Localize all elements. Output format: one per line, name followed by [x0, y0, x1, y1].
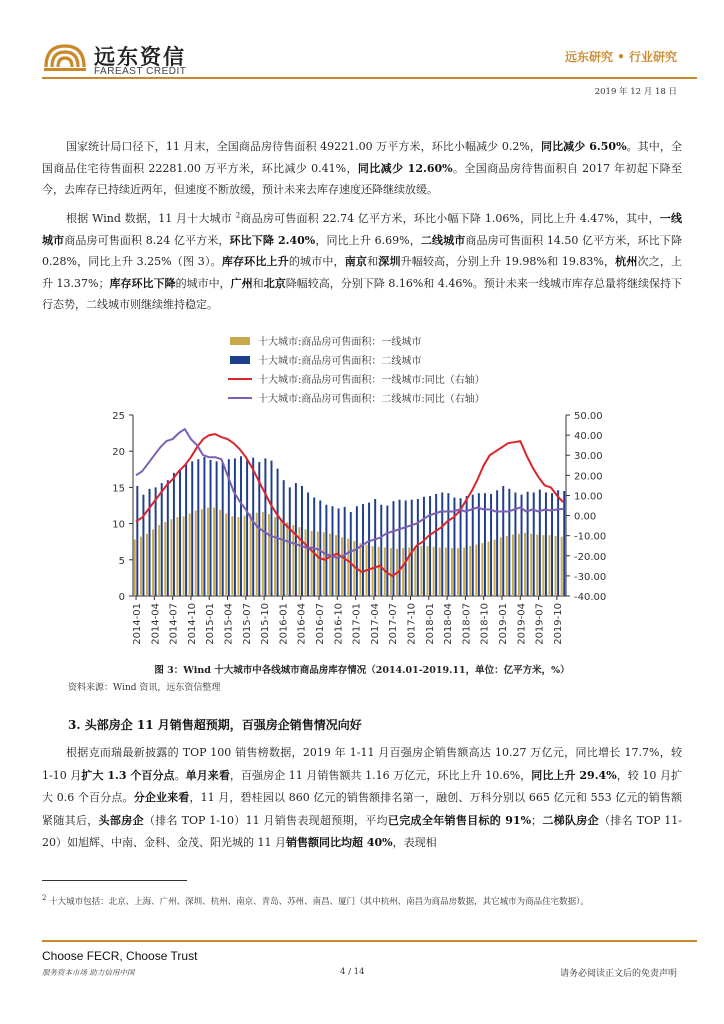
emphasis-text: 分企业来看 [133, 791, 190, 804]
bar-tier1 [146, 534, 148, 596]
text-run: ； [531, 813, 543, 827]
text-run: 降幅较高，分别下降 8.16%和 4.46%。预计未来一线城市库存总量将继续保持下行态势，二线城市则继续维持稳定。 [42, 276, 683, 311]
text-run: （排名 TOP 11-20）如旭辉、中南、金科、金茂、阳光城的 11 月 [42, 813, 683, 849]
bar-tier2 [246, 460, 248, 596]
bar-tier2 [435, 494, 437, 596]
bar-tier2 [557, 490, 559, 596]
text-run: 。全国商品房待售面积自 2017 年初起下降至今，去库存已持续近两年，但速度不断放缓，预计未来去库存速度还降继续放缓。 [42, 161, 682, 196]
bar-tier1 [439, 547, 441, 596]
x-tick-label: 2018-07 [461, 603, 473, 645]
bar-tier2 [344, 507, 346, 596]
bar-tier1 [201, 509, 203, 596]
bar-tier2 [460, 498, 462, 596]
bar-tier1 [268, 514, 270, 596]
line-tier1-yoy [136, 434, 563, 576]
text-run: （排名 TOP 1-10）11 月销售表现超预期，平均 [143, 813, 388, 827]
figure-caption: 图 3：Wind 十大城市中各线城市商品房库存情况（2014.01-2019.11，单位：亿平方米，%） [154, 665, 570, 676]
text-run: ，同比上升 6.69%， [315, 233, 421, 247]
legend-entry: 十大城市:商品房可售面积：一线城市:同比（右轴） [258, 375, 485, 386]
bar-tier1 [262, 512, 264, 596]
x-tick-label: 2016-10 [333, 603, 345, 645]
text-run: 次之，上升 13.37%； [42, 255, 683, 290]
legend-swatch [230, 356, 250, 364]
bar-tier2 [234, 458, 236, 596]
logo-chinese-name: 远东资信 [94, 45, 186, 69]
bar-tier2 [533, 492, 535, 596]
right-tick-label: -20.00 [574, 551, 607, 563]
bar-tier2 [417, 499, 419, 596]
x-tick-label: 2019-07 [534, 603, 546, 645]
bar-tier2 [508, 489, 510, 596]
bar-tier2 [338, 508, 340, 596]
legend-swatch [230, 337, 250, 345]
emphasis-text: 库存环比上升 [221, 255, 289, 268]
bar-tier2 [136, 486, 138, 596]
bar-tier2 [429, 496, 431, 596]
bar-tier1 [195, 511, 197, 596]
bar-tier1 [219, 510, 221, 596]
legend-entry: 十大城市:商品房可售面积：二线城市 [258, 356, 422, 367]
bar-tier1 [231, 516, 233, 596]
bar-tier2 [399, 500, 401, 596]
text-run: 。 [174, 768, 186, 782]
bar-tier1 [305, 529, 307, 596]
bar-tier1 [549, 535, 551, 596]
text-run: ，11 月，碧桂园以 860 亿元的销售额排名第一，融创、万科分别以 665 亿元和 553 亿元的销售额紧随其后， [42, 791, 682, 827]
bar-tier2 [191, 461, 193, 596]
bar-tier1 [457, 548, 459, 596]
left-tick-label: 5 [118, 555, 125, 567]
bar-tier1 [311, 531, 313, 596]
bar-tier1 [427, 546, 429, 596]
bar-tier1 [170, 519, 172, 596]
x-tick-label: 2014-01 [132, 603, 144, 645]
bar-tier1 [237, 517, 239, 596]
bar-tier1 [561, 537, 563, 596]
text-run: 商品房可售面积 8.24 亿平方米， [64, 233, 230, 247]
emphasis-text: 二线城市 [420, 233, 466, 247]
bar-tier2 [368, 503, 370, 596]
x-tick-label: 2017-01 [351, 603, 363, 645]
emphasis-text: 二梯队房企 [542, 813, 599, 827]
bar-tier2 [332, 506, 334, 596]
bar-tier2 [405, 500, 407, 596]
bar-tier2 [167, 480, 169, 596]
bar-tier2 [185, 464, 187, 596]
bar-tier1 [469, 546, 471, 596]
bar-tier1 [164, 522, 166, 596]
text-run: ，较 10 月扩大 0.6 个百分点。 [42, 768, 682, 804]
bar-tier1 [140, 537, 142, 596]
page-number: 4 / 14 [340, 967, 365, 977]
text-run: 和 [367, 255, 379, 268]
footer-divider [42, 940, 697, 942]
bar-tier1 [244, 516, 246, 596]
text-run: 升幅较高，分别上升 19.98%和 19.83%， [400, 255, 616, 268]
bar-tier2 [210, 460, 212, 596]
bar-tier1 [347, 539, 349, 596]
bar-tier2 [563, 491, 565, 596]
fareast-logo-icon [42, 40, 88, 74]
x-tick-label: 2015-10 [260, 603, 272, 645]
x-tick-label: 2017-04 [369, 603, 381, 645]
text-run: 。其中，全国商品住宅待售面积 22281.00 万平方米，环比减少 0.41%， [42, 140, 682, 175]
bar-tier1 [329, 534, 331, 596]
bar-tier2 [173, 473, 175, 596]
bar-tier2 [313, 498, 315, 596]
bar-tier1 [512, 534, 514, 596]
emphasis-text: 环比下降 2.40% [229, 233, 316, 247]
left-tick-label: 10 [112, 519, 125, 531]
bar-tier1 [506, 536, 508, 596]
inventory-chart [0, 328, 724, 660]
logo-english-name: FAREAST CREDIT [94, 66, 187, 77]
x-tick-label: 2016-07 [315, 603, 327, 645]
bar-tier1 [292, 525, 294, 596]
x-tick-label: 2016-01 [278, 603, 290, 645]
bar-tier2 [502, 486, 504, 596]
emphasis-text: 单月来看 [185, 768, 230, 782]
bar-tier1 [341, 537, 343, 596]
bar-tier1 [542, 535, 544, 596]
bar-tier2 [423, 497, 425, 596]
right-tick-label: 40.00 [574, 431, 603, 443]
x-tick-label: 2019-10 [552, 603, 564, 645]
bar-tier2 [155, 487, 157, 596]
footer-disclaimer: 请务必阅读正文后的免责声明 [559, 969, 677, 979]
figure-source: 资料来源：Wind 资讯，远东资信整理 [68, 683, 221, 693]
bar-tier2 [362, 504, 364, 596]
bar-tier2 [380, 505, 382, 596]
legend-entry: 十大城市:商品房可售面积：一线城市 [258, 337, 422, 348]
bar-tier2 [203, 457, 205, 596]
bar-tier2 [295, 483, 297, 596]
emphasis-text: 销售额同比均超 40% [286, 836, 393, 849]
emphasis-text: 同比减少 6.50% [540, 140, 627, 153]
right-tick-label: 50.00 [574, 411, 603, 422]
bar-tier1 [518, 534, 520, 596]
footnote [42, 894, 682, 910]
bar-tier1 [183, 516, 185, 596]
x-tick-label: 2016-04 [296, 603, 308, 645]
bar-tier2 [319, 500, 321, 596]
bar-tier1 [524, 533, 526, 596]
section-title: 3. 头部房企 11 月销售超预期，百强房企销售情况向好 [68, 718, 362, 732]
right-tick-label: -10.00 [574, 531, 607, 543]
bar-tier2 [264, 458, 266, 596]
right-tick-label: 10.00 [574, 491, 603, 503]
bar-tier2 [447, 493, 449, 596]
bar-tier2 [356, 506, 358, 596]
bar-tier1 [445, 547, 447, 596]
right-tick-label: 20.00 [574, 471, 603, 483]
footer-brand: Choose FECR, Choose Trust [42, 949, 198, 963]
bar-tier2 [325, 505, 327, 596]
right-tick-label: -30.00 [574, 571, 607, 583]
x-tick-label: 2015-01 [205, 603, 217, 645]
bar-tier2 [392, 501, 394, 596]
bar-tier2 [374, 499, 376, 596]
x-tick-label: 2015-04 [223, 603, 235, 645]
bar-tier2 [307, 492, 309, 596]
bar-tier1 [280, 520, 282, 596]
text-run: 商品房可售面积 14.50 亿平方米，环比下降 0.28%，同比上升 3.25%（图 3）。 [42, 233, 683, 268]
bar-tier1 [152, 529, 154, 596]
footnote-text: 十大城市包括：北京、上海、广州、深圳、杭州、南京、青岛、苏州、南昌、厦门（其中杭州、南昌为商品房数据，其它城市为商品住宅数据）。 [49, 897, 589, 907]
x-tick-label: 2018-10 [479, 603, 491, 645]
bar-tier1 [475, 545, 477, 596]
bar-tier1 [207, 508, 209, 596]
bar-tier2 [142, 495, 144, 596]
bar-tier1 [317, 532, 319, 596]
bar-tier1 [158, 525, 160, 596]
text-run: 的城市中， [175, 276, 231, 290]
bar-tier1 [481, 543, 483, 596]
x-tick-label: 2018-04 [443, 603, 455, 645]
text-run: 国家统计局口径下，11 月末，全国商品房待售面积 49221.00 万平方米，环比小幅减少 0.2%， [66, 140, 541, 153]
x-tick-label: 2015-07 [241, 603, 253, 645]
emphasis-text: 库存环比下降 [109, 276, 176, 290]
paragraph-inventory-cities [42, 208, 682, 316]
footnote-mark: 2 [42, 894, 47, 903]
bar-tier2 [277, 469, 279, 596]
legend-entry: 十大城市:商品房可售面积：二线城市:同比（右轴） [258, 394, 485, 405]
bar-tier2 [271, 461, 273, 596]
x-tick-label: 2014-10 [186, 603, 198, 645]
emphasis-text: 一线城市 [42, 212, 682, 247]
chart-lines [136, 429, 563, 576]
bar-tier1 [536, 534, 538, 596]
paragraph-inventory-national [42, 136, 682, 201]
bar-tier1 [250, 513, 252, 596]
emphasis-text: 北京 [263, 276, 286, 290]
text-run: 和 [252, 276, 264, 290]
bar-tier1 [189, 513, 191, 596]
x-tick-label: 2019-04 [516, 603, 528, 645]
bar-tier1 [420, 546, 422, 596]
bar-tier1 [372, 546, 374, 596]
left-tick-label: 20 [112, 447, 125, 459]
text-run: ，百强房企 11 月销售额共 1.16 万亿元，环比上升 10.6%， [229, 768, 532, 782]
text-run: 根据克而瑞最新披露的 TOP 100 销售榜数据，2019 年 1-11 月百强房企销售额高达 10.27 万亿元，同比增长 17.7%，较 1-10 月 [42, 746, 682, 782]
bar-tier1 [555, 536, 557, 596]
x-tick-label: 2017-07 [388, 603, 400, 645]
emphasis-text: 南京 [344, 255, 368, 268]
bar-tier2 [551, 493, 553, 596]
left-tick-label: 0 [118, 592, 125, 603]
left-tick-label: 15 [112, 483, 125, 495]
bar-tier2 [240, 456, 242, 596]
x-tick-label: 2014-04 [150, 603, 162, 645]
bar-tier1 [390, 548, 392, 596]
emphasis-text: 同比上升 29.4% [531, 768, 617, 782]
x-tick-label: 2017-10 [406, 603, 418, 645]
bar-tier1 [274, 517, 276, 596]
bar-tier1 [225, 513, 227, 596]
bar-tier2 [539, 490, 541, 596]
bar-tier2 [545, 492, 547, 596]
bar-tier2 [283, 480, 285, 596]
emphasis-text: 深圳 [378, 255, 401, 268]
bar-tier1 [134, 540, 136, 596]
bar-tier1 [176, 517, 178, 596]
bar-tier1 [335, 535, 337, 596]
bar-tier1 [286, 522, 288, 596]
right-tick-label: 30.00 [574, 451, 603, 463]
bar-tier2 [441, 492, 443, 596]
text-run: 商品房可售面积 22.74 亿平方米，环比小幅下降 1.06%，同比上升 4.47%，其中， [240, 212, 660, 225]
text-run: ，表现相 [392, 836, 437, 849]
bar-tier1 [414, 547, 416, 596]
right-tick-label: -40.00 [574, 592, 607, 603]
bar-tier2 [161, 483, 163, 596]
bar-tier1 [433, 547, 435, 596]
chart-bars [134, 456, 565, 596]
bar-tier2 [386, 506, 388, 597]
emphasis-text: 杭州 [615, 255, 638, 268]
right-tick-label: 0.00 [574, 511, 597, 523]
bar-tier1 [463, 547, 465, 596]
bar-tier2 [179, 469, 181, 596]
footer-slogan: 服务资本市场 助力信用中国 [42, 968, 135, 977]
emphasis-text: 广州 [230, 276, 253, 290]
left-tick-label: 25 [112, 411, 125, 422]
bar-tier1 [530, 534, 532, 596]
header-category-label: 远东研究 • 行业研究 [564, 50, 677, 64]
bar-tier1 [500, 537, 502, 596]
emphasis-text: 已完成全年销售目标的 91% [387, 813, 532, 827]
x-tick-label: 2019-01 [497, 603, 509, 645]
x-tick-label: 2018-01 [424, 603, 436, 645]
bar-tier2 [149, 489, 151, 596]
text-run: 的城市中， [288, 255, 345, 268]
bar-tier2 [216, 461, 218, 596]
header-divider [42, 77, 697, 79]
bar-tier1 [451, 548, 453, 596]
bar-tier1 [213, 508, 215, 596]
paragraph-top-developers [42, 742, 682, 855]
bar-tier1 [402, 548, 404, 596]
emphasis-text: 扩大 1.3 个百分点 [81, 768, 175, 782]
emphasis-text: 头部房企 [98, 813, 144, 827]
emphasis-text: 同比减少 12.60% [357, 161, 453, 175]
bar-tier2 [252, 458, 254, 596]
footnote-reference: 2 [235, 211, 241, 220]
report-date: 2019 年 12 月 18 日 [594, 87, 677, 97]
bar-tier2 [197, 459, 199, 596]
footnote-divider [42, 880, 187, 881]
bar-tier1 [378, 547, 380, 596]
bar-tier2 [222, 463, 224, 596]
bar-tier1 [323, 532, 325, 596]
text-run: 根据 Wind 数据，11 月十大城市 [66, 212, 236, 225]
bar-tier1 [494, 540, 496, 596]
bar-tier2 [411, 500, 413, 596]
bar-tier2 [496, 490, 498, 596]
bar-tier2 [350, 512, 352, 596]
bar-tier2 [527, 492, 529, 596]
bar-tier1 [488, 542, 490, 596]
x-tick-label: 2014-07 [168, 603, 180, 645]
chart-legend [228, 335, 485, 405]
